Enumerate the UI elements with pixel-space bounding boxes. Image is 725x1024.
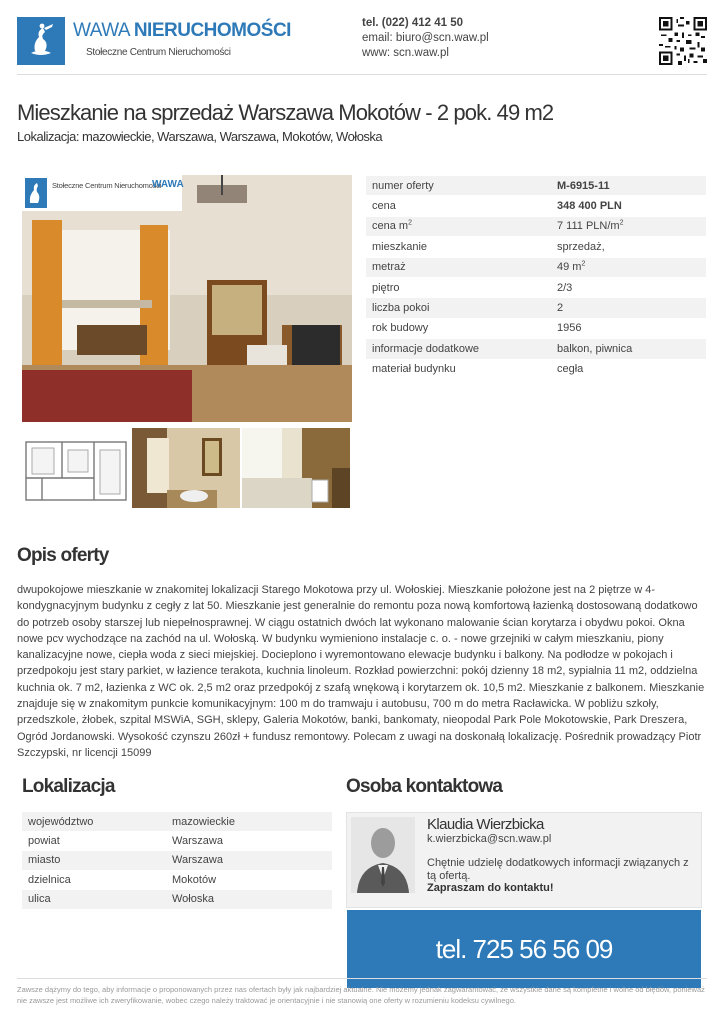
agent-message: Chętnie udzielę dodatkowych informacji związanych z tą ofertą. (427, 857, 689, 882)
thumbnail-kitchen[interactable] (242, 428, 350, 508)
detail-label (366, 302, 557, 314)
detail-row (366, 360, 706, 380)
header-contact (362, 16, 489, 61)
detail-value (557, 302, 706, 314)
location-label: miasto (28, 854, 61, 867)
location-label: powiat (28, 835, 60, 848)
offer-title: Mieszkanie na sprzedaż Warszawa Mokotów - 2 pok. 49 m2 (17, 100, 554, 125)
detail-label-text: liczba pokoi (372, 302, 430, 315)
detail-label-text: piętro (372, 281, 400, 294)
location-label: dzielnica (28, 873, 71, 886)
agent-email[interactable]: k.wierzbicka@scn.waw.pl (427, 833, 552, 845)
detail-label-text: cena m (372, 220, 409, 233)
detail-row (366, 196, 706, 216)
detail-value-sup: 2 (581, 260, 586, 268)
detail-value (557, 343, 706, 355)
location-heading: Lokalizacja (22, 776, 115, 797)
detail-row (366, 176, 706, 196)
detail-label (366, 200, 557, 212)
contact-heading: Osoba kontaktowa (346, 776, 503, 797)
detail-value (557, 200, 706, 212)
detail-label-text: informacje dodatkowe (372, 342, 480, 355)
detail-value (557, 282, 706, 294)
agent-cta: Zapraszam do kontaktu! (427, 882, 554, 894)
detail-value (557, 261, 706, 273)
location-label: ulica (28, 893, 51, 906)
detail-value-text: 1956 (557, 322, 582, 335)
company-logo (17, 17, 65, 65)
header-www[interactable]: www: scn.waw.pl (362, 47, 449, 59)
detail-label (366, 261, 557, 273)
qr-code-icon (659, 17, 707, 65)
location-value: Mokotów (172, 873, 217, 886)
location-row (22, 831, 332, 850)
photo-overlay-brand: WAWA (152, 179, 184, 190)
detail-row (366, 217, 706, 237)
brand-subtitle: Stołeczne Centrum Nieruchomości (86, 47, 231, 58)
detail-value (557, 180, 706, 192)
location-value: Warszawa (172, 835, 223, 848)
detail-label (366, 220, 557, 232)
detail-row (366, 258, 706, 278)
detail-label-text: numer oferty (372, 179, 434, 192)
detail-value-text: 2 (557, 302, 564, 315)
detail-value-text: cegła (557, 363, 584, 376)
location-row (22, 870, 332, 889)
detail-label-text: cena (372, 200, 396, 213)
detail-label-text: rok budowy (372, 322, 429, 335)
avatar (351, 817, 415, 893)
main-photo[interactable] (22, 175, 352, 422)
detail-value-text: sprzedaż, (557, 240, 605, 253)
offer-details-table (366, 176, 706, 380)
description-text: dwupokojowe mieszkanie w znakomitej lokalizacji Starego Mokotowa przy ul. Wołoskiej. Mieszkanie położone jest na 2 piętrze w 4-kondygnacyjnym budynku z cegły z lat 50. Mieszkanie jest generalnie do remontu poza nową komfortową łazienką dostosowaną dodatkowo do potrzeb osoby starszej lub niepełnosprawnej. W ciągu ostatnich dwóch lat wykonano malowanie ścian korytarza i obydwu pokoi. Okna nowe pcv wychodzące na zachód na ul. Wołoską. W budynku wymieniono instalacje c. o. - nowe grzejniki w całym mieszkaniu, piony kanalizacyjne nowe, ciepła woda z sieci miejskiej. Docieplono i wyremontowano elewacje budynku i balkony. Na podłodze w pokojach i przedpokoju jest stary parkiet, w łazience terakota, kuchnia linoleum. Rozkład powierzchni: pokój dzienny 18 m2, sypialnia 11 m2, oddzielna kuchnia ok. 7 m2, łazienka z WC ok. 2,5 m2 oraz przedpokój z szafą wnękową i korytarzem ok. 10,5 m2. Mieszkanie z balkonem. Mieszkanie znajduje się w znakomitym punkcie komunikacyjnym: 100 m do tramwaju i autobusu, 700 m do metra Racławicka. W pobliżu szkoły, przedszkole, żłobek, szpital MSWiA, SGH, sklepy, Galeria Mokotów, banki, bankomaty, nieopodal Park Pole Mokotowskie, Park Dreszera, Ogród Jordanowski. Wysokość czynszu 260zł + fundusz remontowy. Polecam z uwagi na doskonałą lokalizację. Pośrednik prowadzący Piotr Szczypski, nr licencji 15099 (17, 584, 705, 759)
description-heading: Opis oferty (17, 545, 109, 566)
detail-value (557, 220, 706, 232)
detail-value-text: 7 111 PLN/m (557, 220, 620, 233)
detail-label (366, 180, 557, 192)
location-row (22, 812, 332, 831)
detail-row (366, 339, 706, 359)
header-phone[interactable]: tel. (022) 412 41 50 (362, 17, 464, 29)
location-value: mazowieckie (172, 815, 235, 828)
detail-label (366, 343, 557, 355)
footer-divider (17, 978, 707, 979)
detail-label (366, 363, 557, 375)
location-row (22, 890, 332, 909)
detail-value-text: 49 m (557, 261, 582, 274)
header-email[interactable]: email: biuro@scn.waw.pl (362, 32, 489, 44)
offer-location-line: Lokalizacja: mazowieckie, Warszawa, Warszawa, Mokotów, Wołoska (17, 129, 383, 144)
detail-row (366, 278, 706, 298)
detail-value-sup: 2 (619, 219, 624, 227)
agent-phone[interactable]: tel. 725 56 56 09 (435, 934, 613, 964)
brand-bold: NIERUCHOMOŚCI (133, 20, 291, 41)
detail-value-text: M-6915-11 (557, 179, 610, 192)
agent-name: Klaudia Wierzbicka (427, 816, 544, 833)
location-table (22, 812, 332, 909)
detail-label (366, 241, 557, 253)
detail-label-sup: 2 (408, 219, 412, 227)
location-value: Warszawa (172, 854, 223, 867)
detail-row (366, 237, 706, 257)
location-row (22, 851, 332, 870)
footer-disclaimer: Zawsze dążymy do tego, aby informacje o proponowanych przez nas ofertach były jak najbardziej aktualne. Nie możemy jednak zagwarantować, że wszystkie dane są kompletne i wolne od błędów, ponieważ nie zawsze jest możliwe ich zweryfikowanie, wobec czego należy traktować je orientacyjnie i nie stanowią one oferty w rozumieniu kodeksu cywilnego. (17, 985, 705, 1005)
brand-name (73, 20, 291, 42)
header-divider (17, 74, 707, 75)
phone-banner[interactable] (347, 910, 701, 988)
photo-overlay-text: Stołeczne Centrum Nieruchomości (52, 181, 162, 190)
detail-value (557, 241, 706, 253)
brand-light: WAWA (73, 20, 134, 41)
detail-label-text: mieszkanie (372, 240, 428, 253)
thumbnail-hallway[interactable] (132, 428, 240, 508)
location-label: województwo (28, 815, 94, 828)
thumbnail-floorplan[interactable] (22, 428, 130, 508)
detail-value-text: balkon, piwnica (557, 342, 633, 355)
detail-label-text: materiał budynku (372, 363, 456, 376)
detail-label-text: metraż (372, 261, 406, 274)
detail-row (366, 298, 706, 318)
detail-value-text: 348 400 PLN (557, 200, 622, 213)
location-value: Wołoska (172, 893, 214, 906)
detail-label (366, 322, 557, 334)
contact-card (346, 812, 702, 908)
detail-value (557, 322, 706, 334)
detail-label (366, 282, 557, 294)
detail-value (557, 363, 706, 375)
detail-value-text: 2/3 (557, 281, 573, 294)
detail-row (366, 319, 706, 339)
